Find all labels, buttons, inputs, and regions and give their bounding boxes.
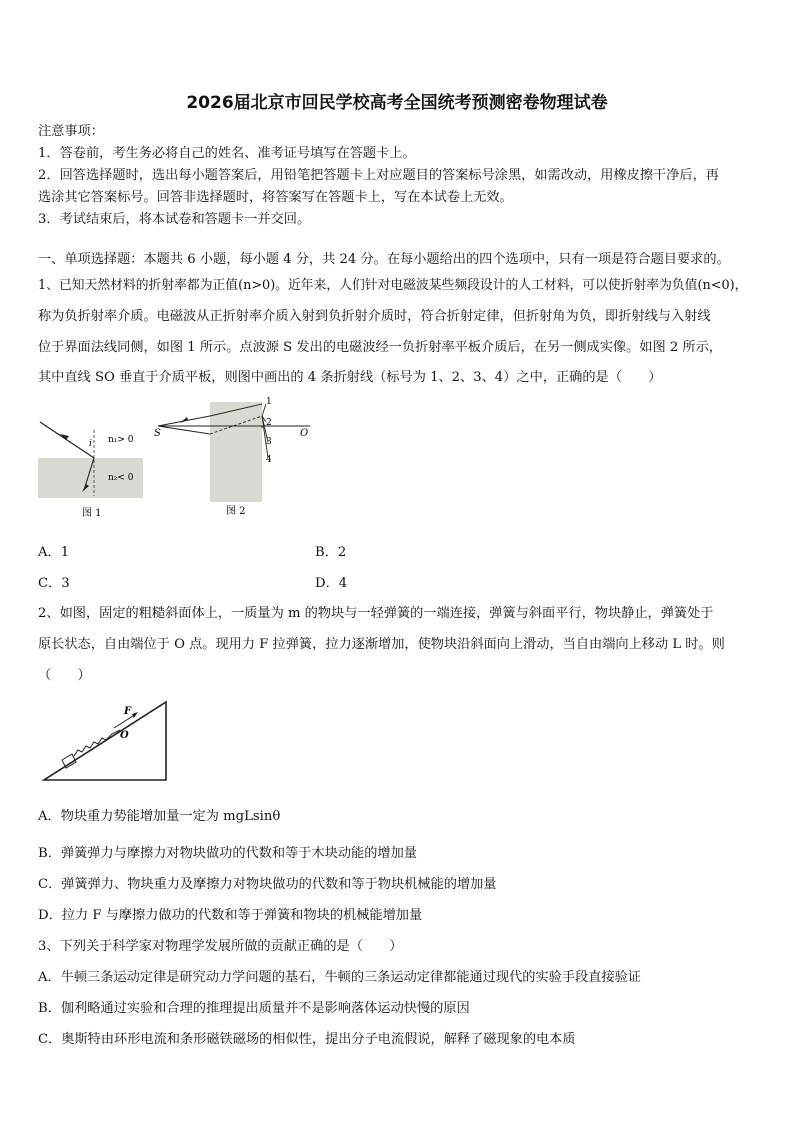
incline-diagram [40,696,175,786]
q2-option-a: A．物块重力势能增加量一定为 mgLsinθ [38,809,281,824]
fig2-ray-label: 4 [266,455,272,465]
incline-label-o: O [120,730,129,741]
fig1-label-i: i [89,439,92,449]
q2-line: 原长状态，自由端位于 O 点。现用力 F 拉弹簧，拉力逐渐增加，使物块沿斜面向上滑动，当自由端向上移动 L 时。则 [38,637,725,652]
page-title: 2026届北京市回民学校高考全国统考预测密卷物理试卷 [186,93,608,113]
fig2-label-s: S [154,428,161,439]
fig2-label-o: O [300,428,309,439]
q1-option-a: A．1 [38,545,70,560]
q3-option-b: B．伽利略通过实验和合理的推理提出质量并不是影响落体运动快慢的原因 [38,1001,470,1016]
fig1-label-n2: n₂< 0 [108,473,134,483]
fig1-caption: 图 1 [82,508,102,519]
q1-line: 位于界面法线同侧，如图 1 所示。点波源 S 发出的电磁波经一负折射率平板介质后，在另一侧成实像。如图 2 所示， [38,340,722,355]
q3-option-a: A．牛顿三条运动定律是研究动力学问题的基石，牛顿的三条运动定律都能通过现代的实验手段直接验证 [38,970,641,985]
q1-option-c: C．3 [38,576,70,591]
q1-line: 1、已知天然材料的折射率都为正值(n>0)。近年来，人们针对电磁波某些频段设计的人工材料，可以使折射率为负值(n<0)， [38,278,748,293]
q1-line: 其中直线 SO 垂直于介质平板，则图中画出的 4 条折射线（标号为 1、2、3、4）之中，正确的是（ ） [38,370,662,385]
notice-item: 1．答卷前，考生务必将自己的姓名、准考证号填写在答题卡上。 [38,146,416,161]
q2-option-c: C．弹簧弹力、物块重力及摩擦力对物块做功的代数和等于物块机械能的增加量 [38,877,497,892]
q2-option-d: D．拉力 F 与摩擦力做功的代数和等于弹簧和物块的机械能增加量 [38,908,423,923]
q2-option-b: B．弹簧弹力与摩擦力对物块做功的代数和等于木块动能的增加量 [38,846,417,861]
q2-line: （ ） [38,668,91,683]
q1-option-d: D．4 [315,576,348,591]
fig2-ray-label: 3 [266,437,272,447]
fig2-caption: 图 2 [226,506,246,517]
q3-option-c: C．奥斯特由环形电流和条形磁铁磁场的相似性，提出分子电流假说，解释了磁现象的电本质 [38,1032,576,1047]
notice-item: 2．回答选择题时，选出每小题答案后，用铅笔把答题卡上对应题目的答案标号涂黑，如需改动，用橡皮擦干净后，再 [38,168,719,183]
fig1-label-n1: n₁> 0 [108,435,134,445]
fig2-ray-label: 2 [266,418,272,428]
q3-stem: 3、下列关于科学家对物理学发展所做的贡献正确的是（ ） [38,939,403,954]
q1-line: 称为负折射率介质。电磁波从正折射率介质入射到负折射介质时，符合折射定律，但折射角为负，即折射线与入射线 [38,309,711,324]
figure-1-diagram [36,408,146,523]
notice-item: 选涂其它答案标号。回答非选择题时，将答案写在答题卡上，写在本试卷上无效。 [38,190,513,205]
notice-heading: 注意事项： [38,124,104,139]
notice-item: 3．考试结束后，将本试卷和答题卡一并交回。 [38,212,311,227]
section-heading: 一、单项选择题：本题共 6 小题，每小题 4 分，共 24 分。在每小题给出的四个选项中，只有一项是符合题目要求的。 [38,252,730,267]
incline-label-f: F [124,706,132,717]
fig2-ray-label: 1 [266,397,272,407]
q1-option-b: B．2 [315,545,347,560]
q2-line: 2、如图，固定的粗糙斜面体上，一质量为 m 的物块与一轻弹簧的一端连接，弹簧与斜面平行，物块静止，弹簧处于 [38,606,714,621]
figure-2-diagram [150,396,320,521]
